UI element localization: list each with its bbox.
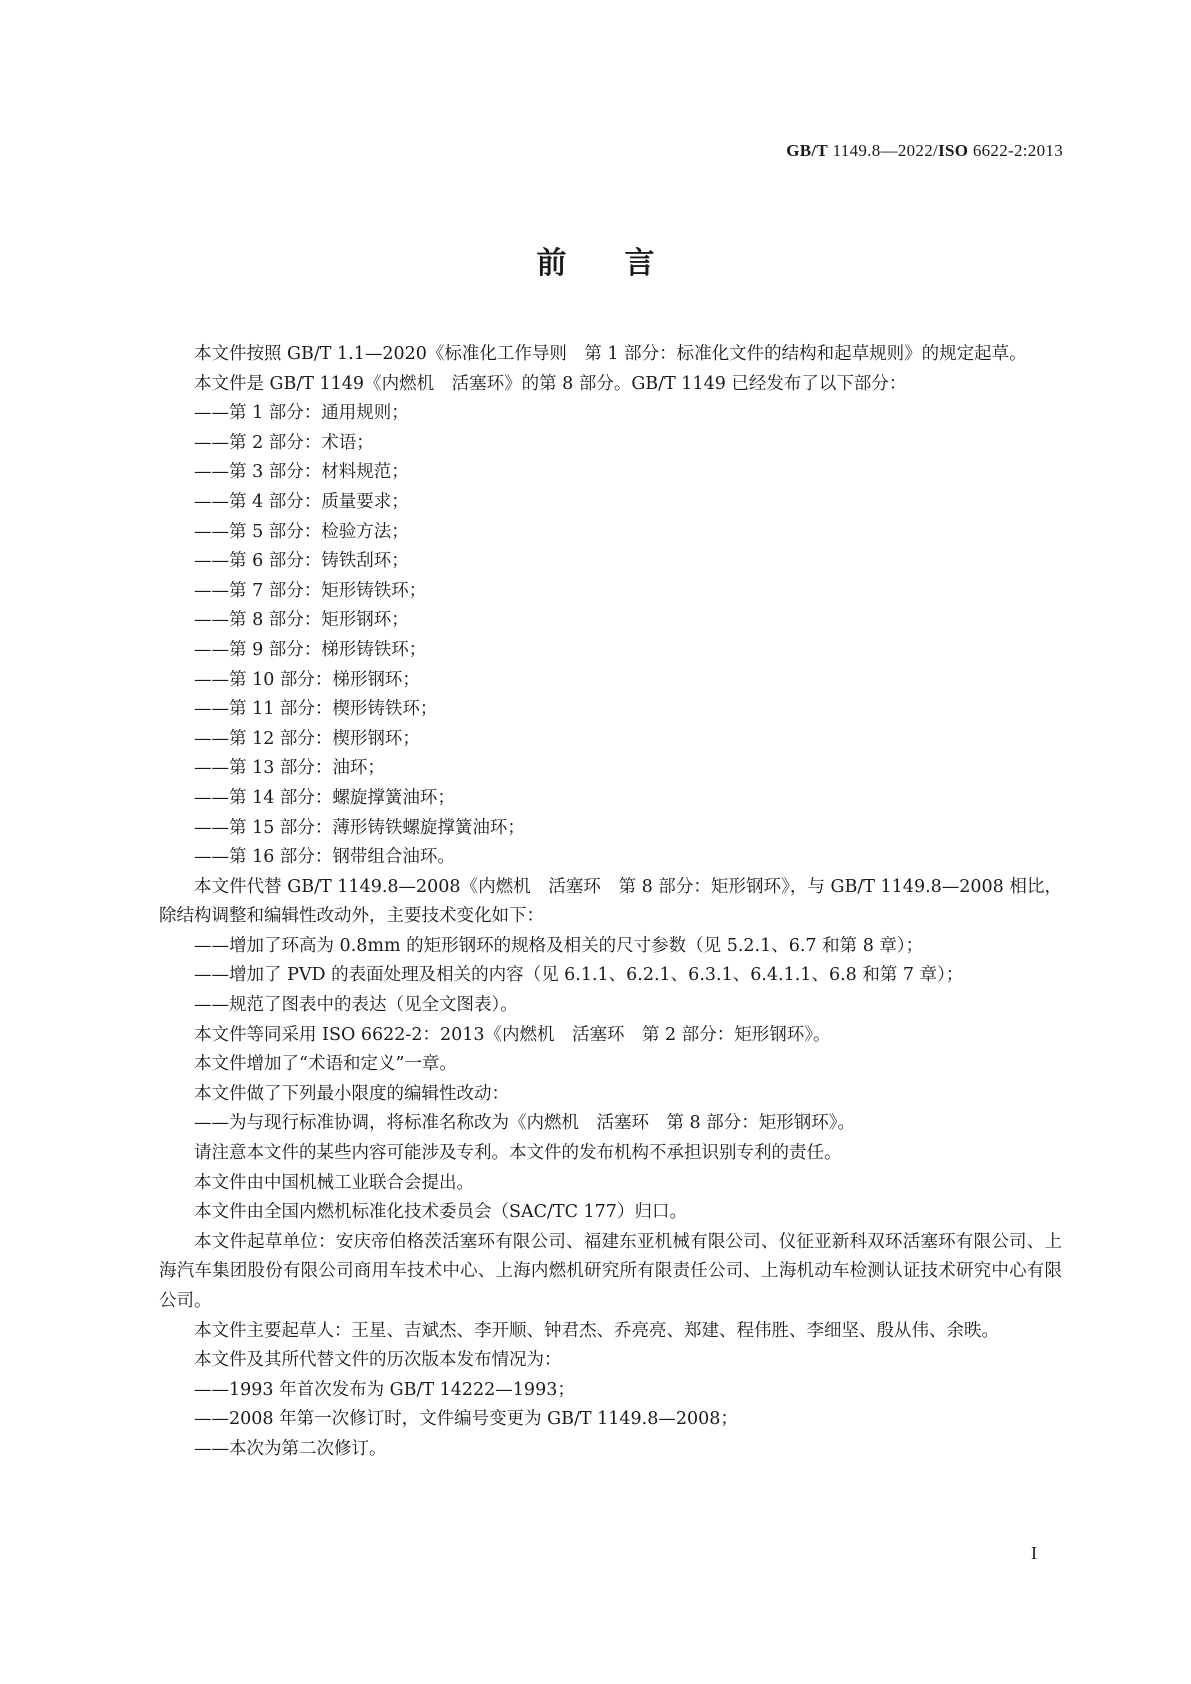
paragraph: ——第 8 部分：矩形钢环； (194, 610, 409, 631)
paragraph: ——1993 年首次发布为 GB/T 14222—1993； (194, 1379, 575, 1400)
paragraph: 本文件增加了“术语和定义”一章。 (194, 1054, 457, 1075)
paragraph: ——第 15 部分：薄形铸铁螺旋撑簧油环； (194, 817, 525, 838)
paragraph: ——第 4 部分：质量要求； (194, 491, 409, 512)
paragraph: ——第 11 部分：楔形铸铁环； (194, 699, 438, 720)
paragraph: ——第 3 部分：材料规范； (194, 462, 409, 483)
paragraph: ——增加了 PVD 的表面处理及相关的内容（见 6.1.1、6.2.1、6.3.1、6.4.1.1、6.8 和第 7 章）； (194, 965, 964, 986)
paragraph: ——第 7 部分：矩形铸铁环； (194, 580, 427, 601)
paragraph: ——增加了环高为 0.8mm 的矩形钢环的规格及相关的尺寸参数（见 5.2.1、6.7 和第 8 章）； (194, 935, 924, 956)
paragraph: 本文件是 GB/T 1149《内燃机 活塞环》的第 8 部分。GB/T 1149 已经发布了以下部分： (194, 373, 907, 394)
page-title: 前言 (536, 246, 713, 281)
foreword-body (159, 340, 1062, 1465)
paragraph: ——第 9 部分：梯形铸铁环； (194, 639, 427, 660)
paragraph: ——第 12 部分：楔形钢环； (194, 728, 420, 749)
iso-number: 6622-2:2013 (968, 141, 1063, 160)
paragraph: 本文件等同采用 ISO 6622-2：2013《内燃机 活塞环 第 2 部分：矩形钢环》。 (194, 1024, 831, 1045)
paragraph: ——第 16 部分：钢带组合油环。 (194, 847, 455, 868)
paragraph: ——第 5 部分：检验方法； (194, 521, 409, 542)
paragraph: 本文件起草单位：安庆帝伯格茨活塞环有限公司、福建东亚机械有限公司、仪征亚新科双环活塞环有限公司、上海汽车集团股份有限公司商用车技术中心、上海内燃机研究所有限责任公司、上海机动车检测认证技术研究中心有限公司。 (159, 1231, 1062, 1311)
paragraph: ——第 6 部分：铸铁刮环； (194, 551, 409, 572)
paragraph: ——本次为第二次修订。 (194, 1438, 387, 1459)
std-prefix: GB/T (786, 141, 829, 160)
paragraph: ——第 13 部分：油环； (194, 758, 385, 779)
std-number: 1149.8—2022/ (828, 141, 939, 160)
paragraph: ——第 10 部分：梯形钢环； (194, 669, 420, 690)
paragraph: 本文件做了下列最小限度的编辑性改动： (194, 1083, 509, 1104)
paragraph: 本文件代替 GB/T 1149.8—2008《内燃机 活塞环 第 8 部分：矩形钢环》，与 GB/T 1149.8—2008 相比，除结构调整和编辑性改动外，主要技术变化如下： (159, 876, 1062, 927)
paragraph: ——为与现行标准协调，将标准名称改为《内燃机 活塞环 第 8 部分：矩形钢环》。 (194, 1113, 856, 1134)
paragraph: 本文件由中国机械工业联合会提出。 (194, 1172, 474, 1193)
paragraph: 本文件由全国内燃机标准化技术委员会（SAC/TC 177）归口。 (194, 1202, 687, 1223)
paragraph: 本文件主要起草人：王星、吉斌杰、李开顺、钟君杰、乔亮亮、郑建、程伟胜、李细坚、殷从伟、余昳。 (194, 1320, 999, 1341)
paragraph: ——第 1 部分：通用规则； (194, 403, 409, 424)
paragraph: ——第 14 部分：螺旋撑簧油环； (194, 787, 455, 808)
paragraph: ——第 2 部分：术语； (194, 432, 374, 453)
iso-prefix: ISO (938, 141, 969, 160)
paragraph: 请注意本文件的某些内容可能涉及专利。本文件的发布机构不承担识别专利的责任。 (194, 1143, 842, 1164)
paragraph: ——规范了图表中的表达（见全文图表）。 (194, 995, 518, 1016)
paragraph: 本文件及其所代替文件的历次版本发布情况为： (194, 1350, 562, 1371)
page-number: I (1031, 1543, 1037, 1563)
document-header (786, 141, 1063, 161)
paragraph: ——2008 年第一次修订时，文件编号变更为 GB/T 1149.8—2008； (194, 1409, 738, 1430)
paragraph: 本文件按照 GB/T 1.1—2020《标准化工作导则 第 1 部分：标准化文件的结构和起草规则》的规定起草。 (194, 344, 1027, 364)
